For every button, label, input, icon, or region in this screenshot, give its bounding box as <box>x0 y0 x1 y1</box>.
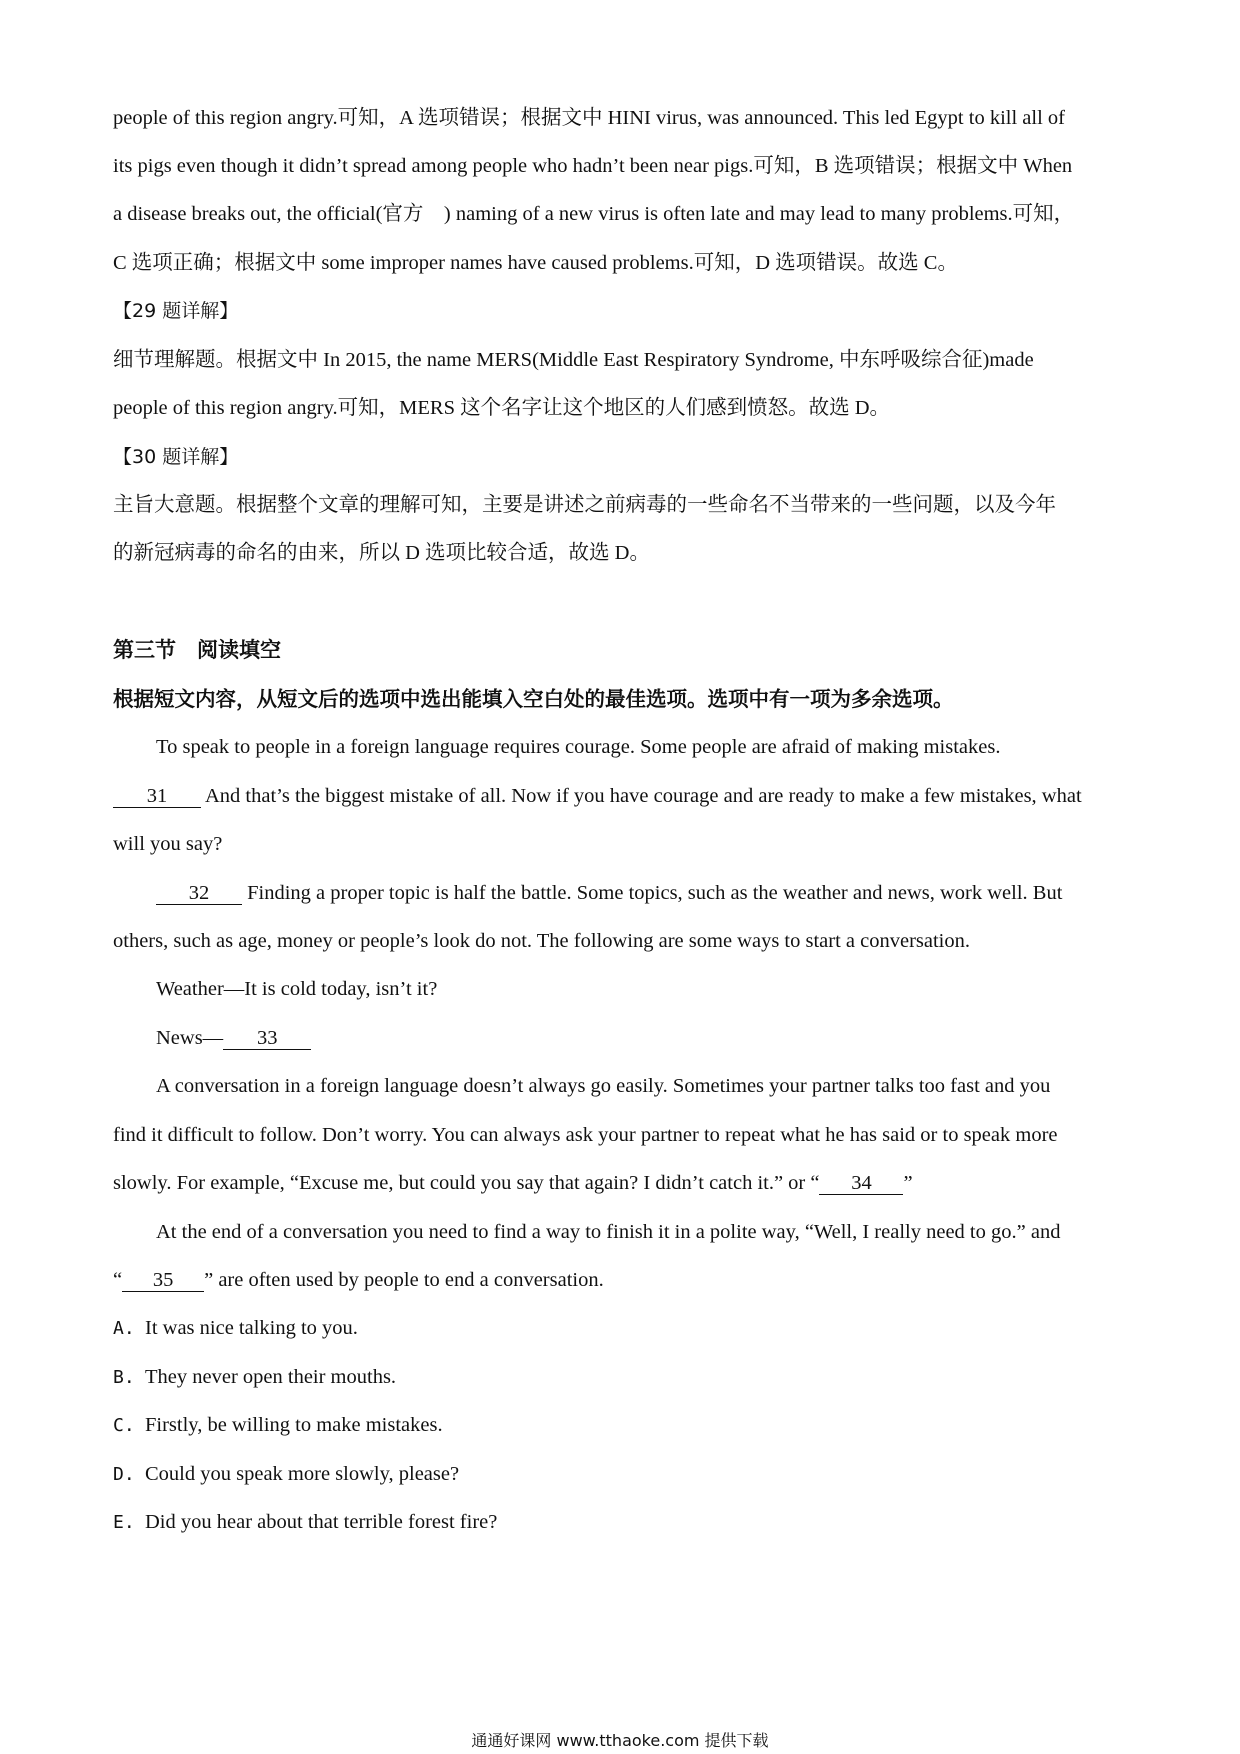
passage-weather: Weather—It is cold today, isn’t it? <box>156 978 438 1000</box>
option-d <box>113 1459 1133 1490</box>
explanation-28-line-3: a disease breaks out, the official(官方 ) naming of a new virus is often late and may lead to many problems.可知， <box>113 203 1075 225</box>
option-e <box>113 1507 1133 1538</box>
option-letter: A. <box>113 1318 135 1339</box>
q29-heading: 【29 题详解】 <box>113 300 239 322</box>
passage-p1-line-3: will you say? <box>113 833 223 855</box>
section-instruction: 根据短文内容，从短文后的选项中选出能填入空白处的最佳选项。选项中有一项为多余选项。 <box>113 687 954 711</box>
blank-33: 33 <box>223 1027 311 1050</box>
passage-p3-line-1: A conversation in a foreign language doesn’t always go easily. Sometimes your partner talks too fast and you <box>156 1075 1051 1097</box>
q29-line-2: people of this region angry.可知，MERS 这个名字让这个地区的人们感到愤怒。故选 D。 <box>113 397 891 419</box>
news-prefix: News— <box>156 1027 224 1049</box>
option-letter: B. <box>113 1367 135 1388</box>
passage-p4-line-2-text: ” are often used by people to end a conversation. <box>204 1269 604 1291</box>
option-b <box>113 1362 1133 1393</box>
section-title: 第三节 阅读填空 <box>113 638 281 662</box>
passage-p3-line-3-close: ” <box>903 1172 913 1194</box>
q29-line-1: 细节理解题。根据文中 In 2015, the name MERS(Middle East Respiratory Syndrome, 中东呼吸综合征)made <box>113 349 1034 371</box>
q30-line-2: 的新冠病毒的命名的由来，所以 D 选项比较合适，故选 D。 <box>113 542 650 564</box>
explanation-28-line-2: its pigs even though it didn’t spread among people who hadn’t been near pigs.可知，B 选项错误；根据文中 When <box>113 155 1073 177</box>
page-footer: 通通好课网 www.tthaoke.com 提供下载 <box>471 1731 769 1750</box>
q30-heading: 【30 题详解】 <box>113 446 239 468</box>
option-c <box>113 1410 1133 1441</box>
explanation-28-line-4: C 选项正确；根据文中 some improper names have caused problems.可知，D 选项错误。故选 C。 <box>113 252 958 274</box>
passage-p3-line-2: find it difficult to follow. Don’t worry. You can always ask your partner to repeat what he has said or to speak more <box>113 1124 1058 1146</box>
option-text: Could you speak more slowly, please? <box>145 1463 460 1485</box>
passage-p2-line-2: others, such as age, money or people’s look do not. The following are some ways to start a conversation. <box>113 930 971 952</box>
passage-p3-line-3 <box>113 1168 1133 1198</box>
option-letter: D. <box>113 1464 135 1485</box>
option-letter: C. <box>113 1415 135 1436</box>
blank-34: 34 <box>819 1172 903 1195</box>
passage-news <box>156 1023 1176 1053</box>
blank-31: 31 <box>113 785 201 808</box>
option-text: Firstly, be willing to make mistakes. <box>145 1414 443 1436</box>
passage-p2-line-1 <box>156 878 1176 908</box>
option-text: They never open their mouths. <box>145 1366 397 1388</box>
passage-p1-line-2-text: And that’s the biggest mistake of all. Now if you have courage and are ready to make a few mistakes, what <box>201 785 1082 807</box>
passage-p3-line-3-text: slowly. For example, “Excuse me, but could you say that again? I didn’t catch it.” or “ <box>113 1172 820 1194</box>
blank-35: 35 <box>122 1269 204 1292</box>
option-a <box>113 1313 1133 1344</box>
q30-line-1: 主旨大意题。根据整个文章的理解可知，主要是讲述之前病毒的一些命名不当带来的一些问题，以及今年 <box>113 494 1056 516</box>
option-text: Did you hear about that terrible forest fire? <box>145 1511 498 1533</box>
option-letter: E. <box>113 1512 135 1533</box>
option-text: It was nice talking to you. <box>145 1317 358 1339</box>
passage-p1-line-1: To speak to people in a foreign language requires courage. Some people are afraid of making mistakes. <box>156 736 1001 758</box>
explanation-28-line-1: people of this region angry.可知，A 选项错误；根据文中 HINI virus, was announced. This led Egypt to kill all of <box>113 107 1065 129</box>
passage-p4-line-1: At the end of a conversation you need to find a way to finish it in a polite way, “Well, I really need to go.” and <box>156 1221 1061 1243</box>
passage-p4-line-2-open: “ <box>113 1269 123 1291</box>
passage-p4-line-2 <box>113 1265 1133 1295</box>
passage-p2-line-1-text: Finding a proper topic is half the battle. Some topics, such as the weather and news, work well. But <box>242 882 1063 904</box>
blank-32: 32 <box>156 882 242 905</box>
passage-p1-line-2 <box>113 781 1133 811</box>
